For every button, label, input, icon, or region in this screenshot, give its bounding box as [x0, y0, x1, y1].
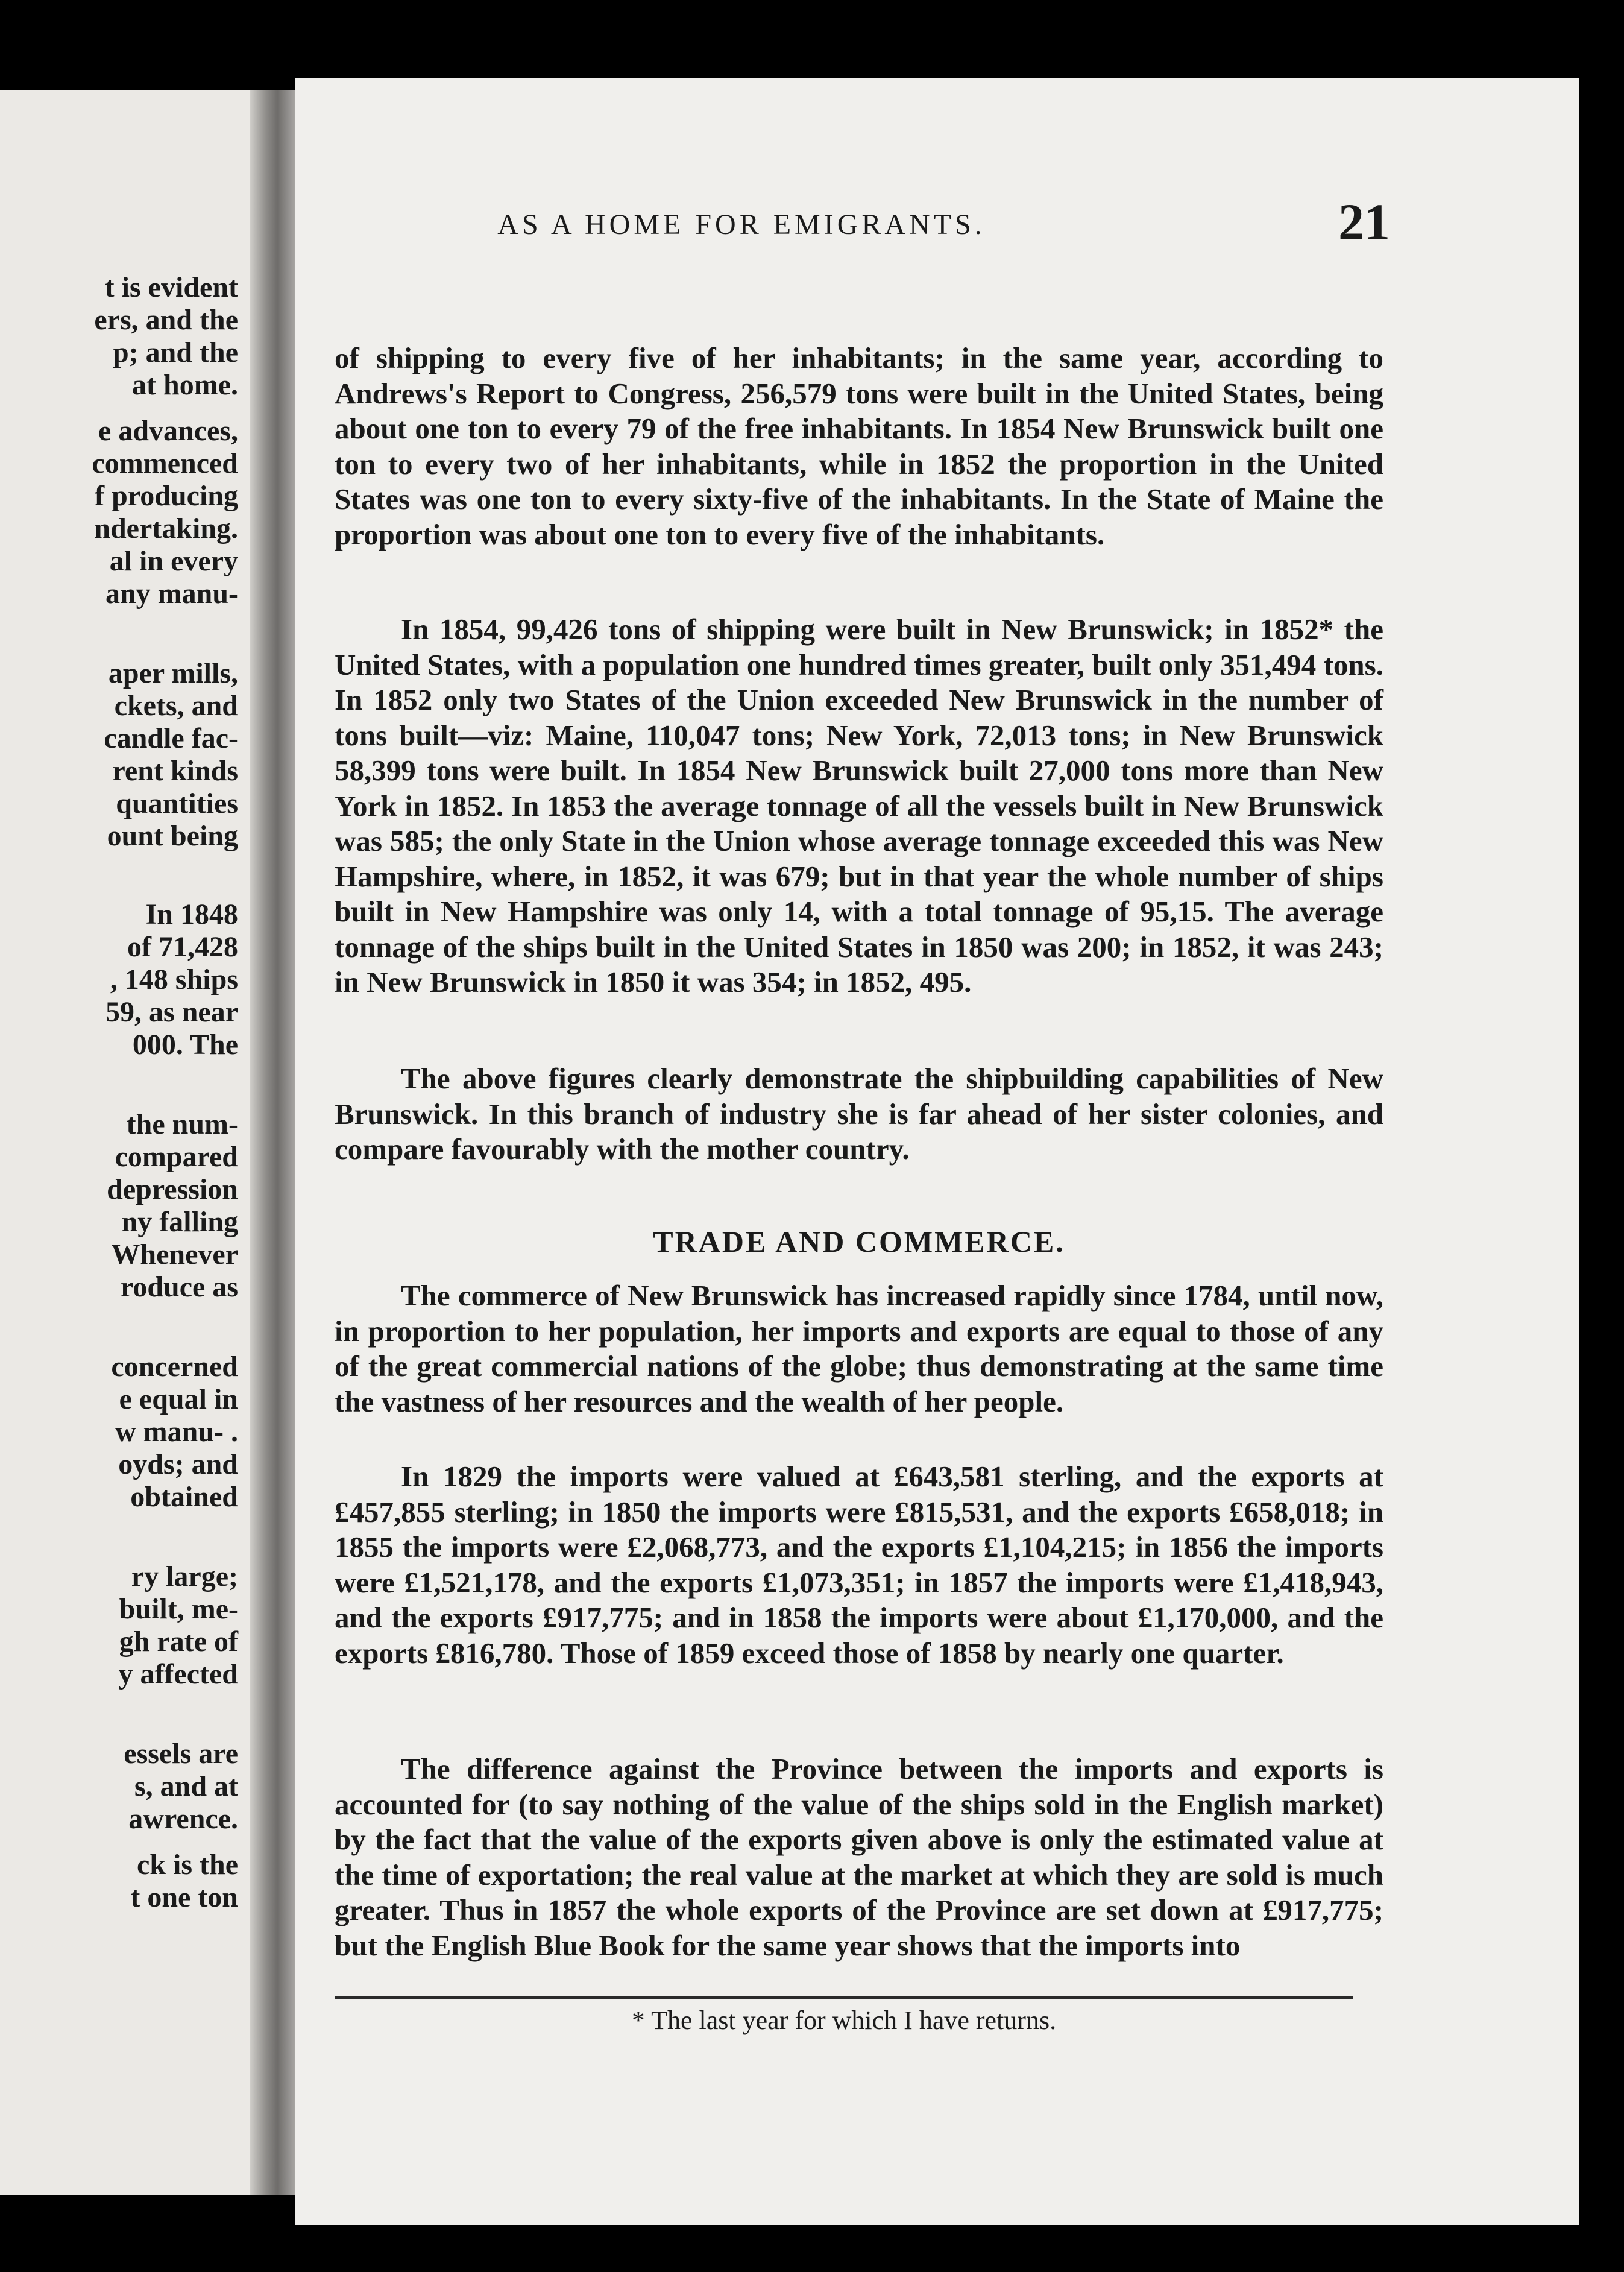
left-page-line: ny falling [121, 1206, 238, 1238]
left-page-line: ount being [107, 820, 238, 852]
paragraph: In 1854, 99,426 tons of shipping were built in New Brunswick; in 1852* the United States, with a population one hundred times greater, built only 351,494 tons. In 1852 only two States of the Union exceeded New Brunswick in the number of tons built—viz: Maine, 110,047 tons; New York, 72,013 tons; in New Brunswick 58,399 tons were built. In 1854 New Brunswick built 27,000 tons more than New York in 1852. In 1853 the average tonnage of all the vessels built in New Brunswick was 585; the only State in the Union whose average tonnage exceeded this was New Hampshire, where, in 1852, it was 679; but in that year the whole number of ships built in New Hampshire was only 14, with a total tonnage of 95,15. The average tonnage of the ships built in the United States in 1850 was 200; in 1852, it was 243; in New Brunswick in 1850 it was 354; in 1852, 495. [335, 613, 1383, 999]
running-head: AS A HOME FOR EMIGRANTS. [497, 209, 986, 241]
left-page-line: ry large; [131, 1560, 238, 1592]
left-page-line: f producing [95, 480, 238, 512]
left-page-line: , 148 ships [110, 964, 238, 996]
left-page-line: roduce as [120, 1271, 238, 1303]
left-page-line: aper mills, [108, 657, 238, 689]
left-page-line: essels are [124, 1738, 238, 1770]
paragraph: of shipping to every five of her inhabitants; in the same year, according to Andrews's Report to Congress, 256,579 tons were built in the United States, being about one ton to every 79 of the free inhabitants. In 1854 New Brunswick built one ton to every two of her inhabitants, while in 1852 the proportion in the United States was one ton to every sixty-five of the inhabitants. In the State of Maine the proportion was about one ton to every five of the inhabitants. [335, 341, 1383, 551]
book-gutter [250, 90, 295, 2195]
left-page-line: 59, as near [105, 996, 238, 1028]
paragraph: The above figures clearly demonstrate the shipbuilding capabilities of New Brunswick. In this branch of industry she is far ahead of her sister colonies, and compare favourably with the mother country. [335, 1062, 1383, 1166]
left-page-line: obtained [130, 1481, 238, 1513]
left-page-line: any manu- [105, 578, 238, 610]
left-page-line: t is evident [104, 271, 238, 303]
left-page-line: Whenever [111, 1239, 238, 1270]
left-page-line: quantities [116, 787, 238, 819]
left-page-line: ckets, and [114, 690, 238, 722]
left-page-line: depression [107, 1173, 238, 1205]
left-page-line: at home. [132, 369, 238, 401]
left-page-line: In 1848 [145, 898, 238, 930]
footnote-rule [335, 1996, 1353, 1999]
left-page-line: ck is the [137, 1849, 238, 1881]
paragraph: In 1829 the imports were valued at £643,581 sterling, and the exports at £457,855 sterling; in 1850 the imports were £815,531, and the exports £658,018; in 1855 the imports were £2,068,773, and the exports £1,104,215; in 1856 the imports were £1,521,178, and the exports £1,073,351; in 1857 the imports were £1,418,943, and the exports £917,775; and in 1858 the imports were about £1,170,000, and the exports £816,780. Those of 1859 exceed those of 1858 by nearly one quarter. [335, 1460, 1383, 1670]
section-heading: TRADE AND COMMERCE. [653, 1225, 1065, 1258]
left-page-line: gh rate of [119, 1626, 238, 1658]
left-page-line: ers, and the [94, 304, 238, 336]
left-page-line: of 71,428 [127, 931, 238, 963]
paragraph: The commerce of New Brunswick has increased rapidly since 1784, until now, in proportion to her population, her imports and exports are equal to those of any of the great commercial nations of the globe; thus demonstrating at the same time the vastness of her resources and the wealth of her people. [335, 1279, 1383, 1418]
left-page-line: concerned [111, 1351, 238, 1383]
left-page-line: awrence. [128, 1803, 238, 1835]
left-page-line: y affected [118, 1658, 238, 1690]
left-page-line: t one ton [130, 1881, 238, 1913]
left-page-line: e advances, [98, 415, 238, 447]
page-number: 21 [1338, 193, 1390, 251]
left-page-line: e equal in [119, 1383, 238, 1415]
left-page-line: oyds; and [118, 1448, 238, 1480]
left-page-fragment [0, 90, 250, 2195]
left-page-line: rent kinds [112, 755, 238, 787]
footnote: * The last year for which I have returns. [631, 2005, 1057, 2035]
left-page-line: commenced [92, 447, 238, 479]
left-page-line: w manu- . [115, 1416, 238, 1448]
left-page-line: p; and the [112, 336, 238, 368]
left-page-line: compared [115, 1141, 238, 1173]
left-page-line: candle fac- [104, 722, 238, 754]
left-page-line: the num- [126, 1108, 238, 1140]
paragraph: The difference against the Province between the imports and exports is accounted for (to say nothing of the value of the ships sold in the English market) by the fact that the value of the exports given above is only the estimated value at the time of exportation; the real value at the market at which they are sold is much greater. Thus in 1857 the whole exports of the Province are set down at £917,775; but the English Blue Book for the same year shows that the imports into [335, 1752, 1383, 1962]
left-page-line: al in every [109, 545, 238, 577]
left-page-line: s, and at [134, 1770, 238, 1802]
left-page-line: 000. The [132, 1029, 238, 1061]
left-page-line: ndertaking. [94, 513, 238, 544]
left-page-line: built, me- [119, 1593, 238, 1625]
